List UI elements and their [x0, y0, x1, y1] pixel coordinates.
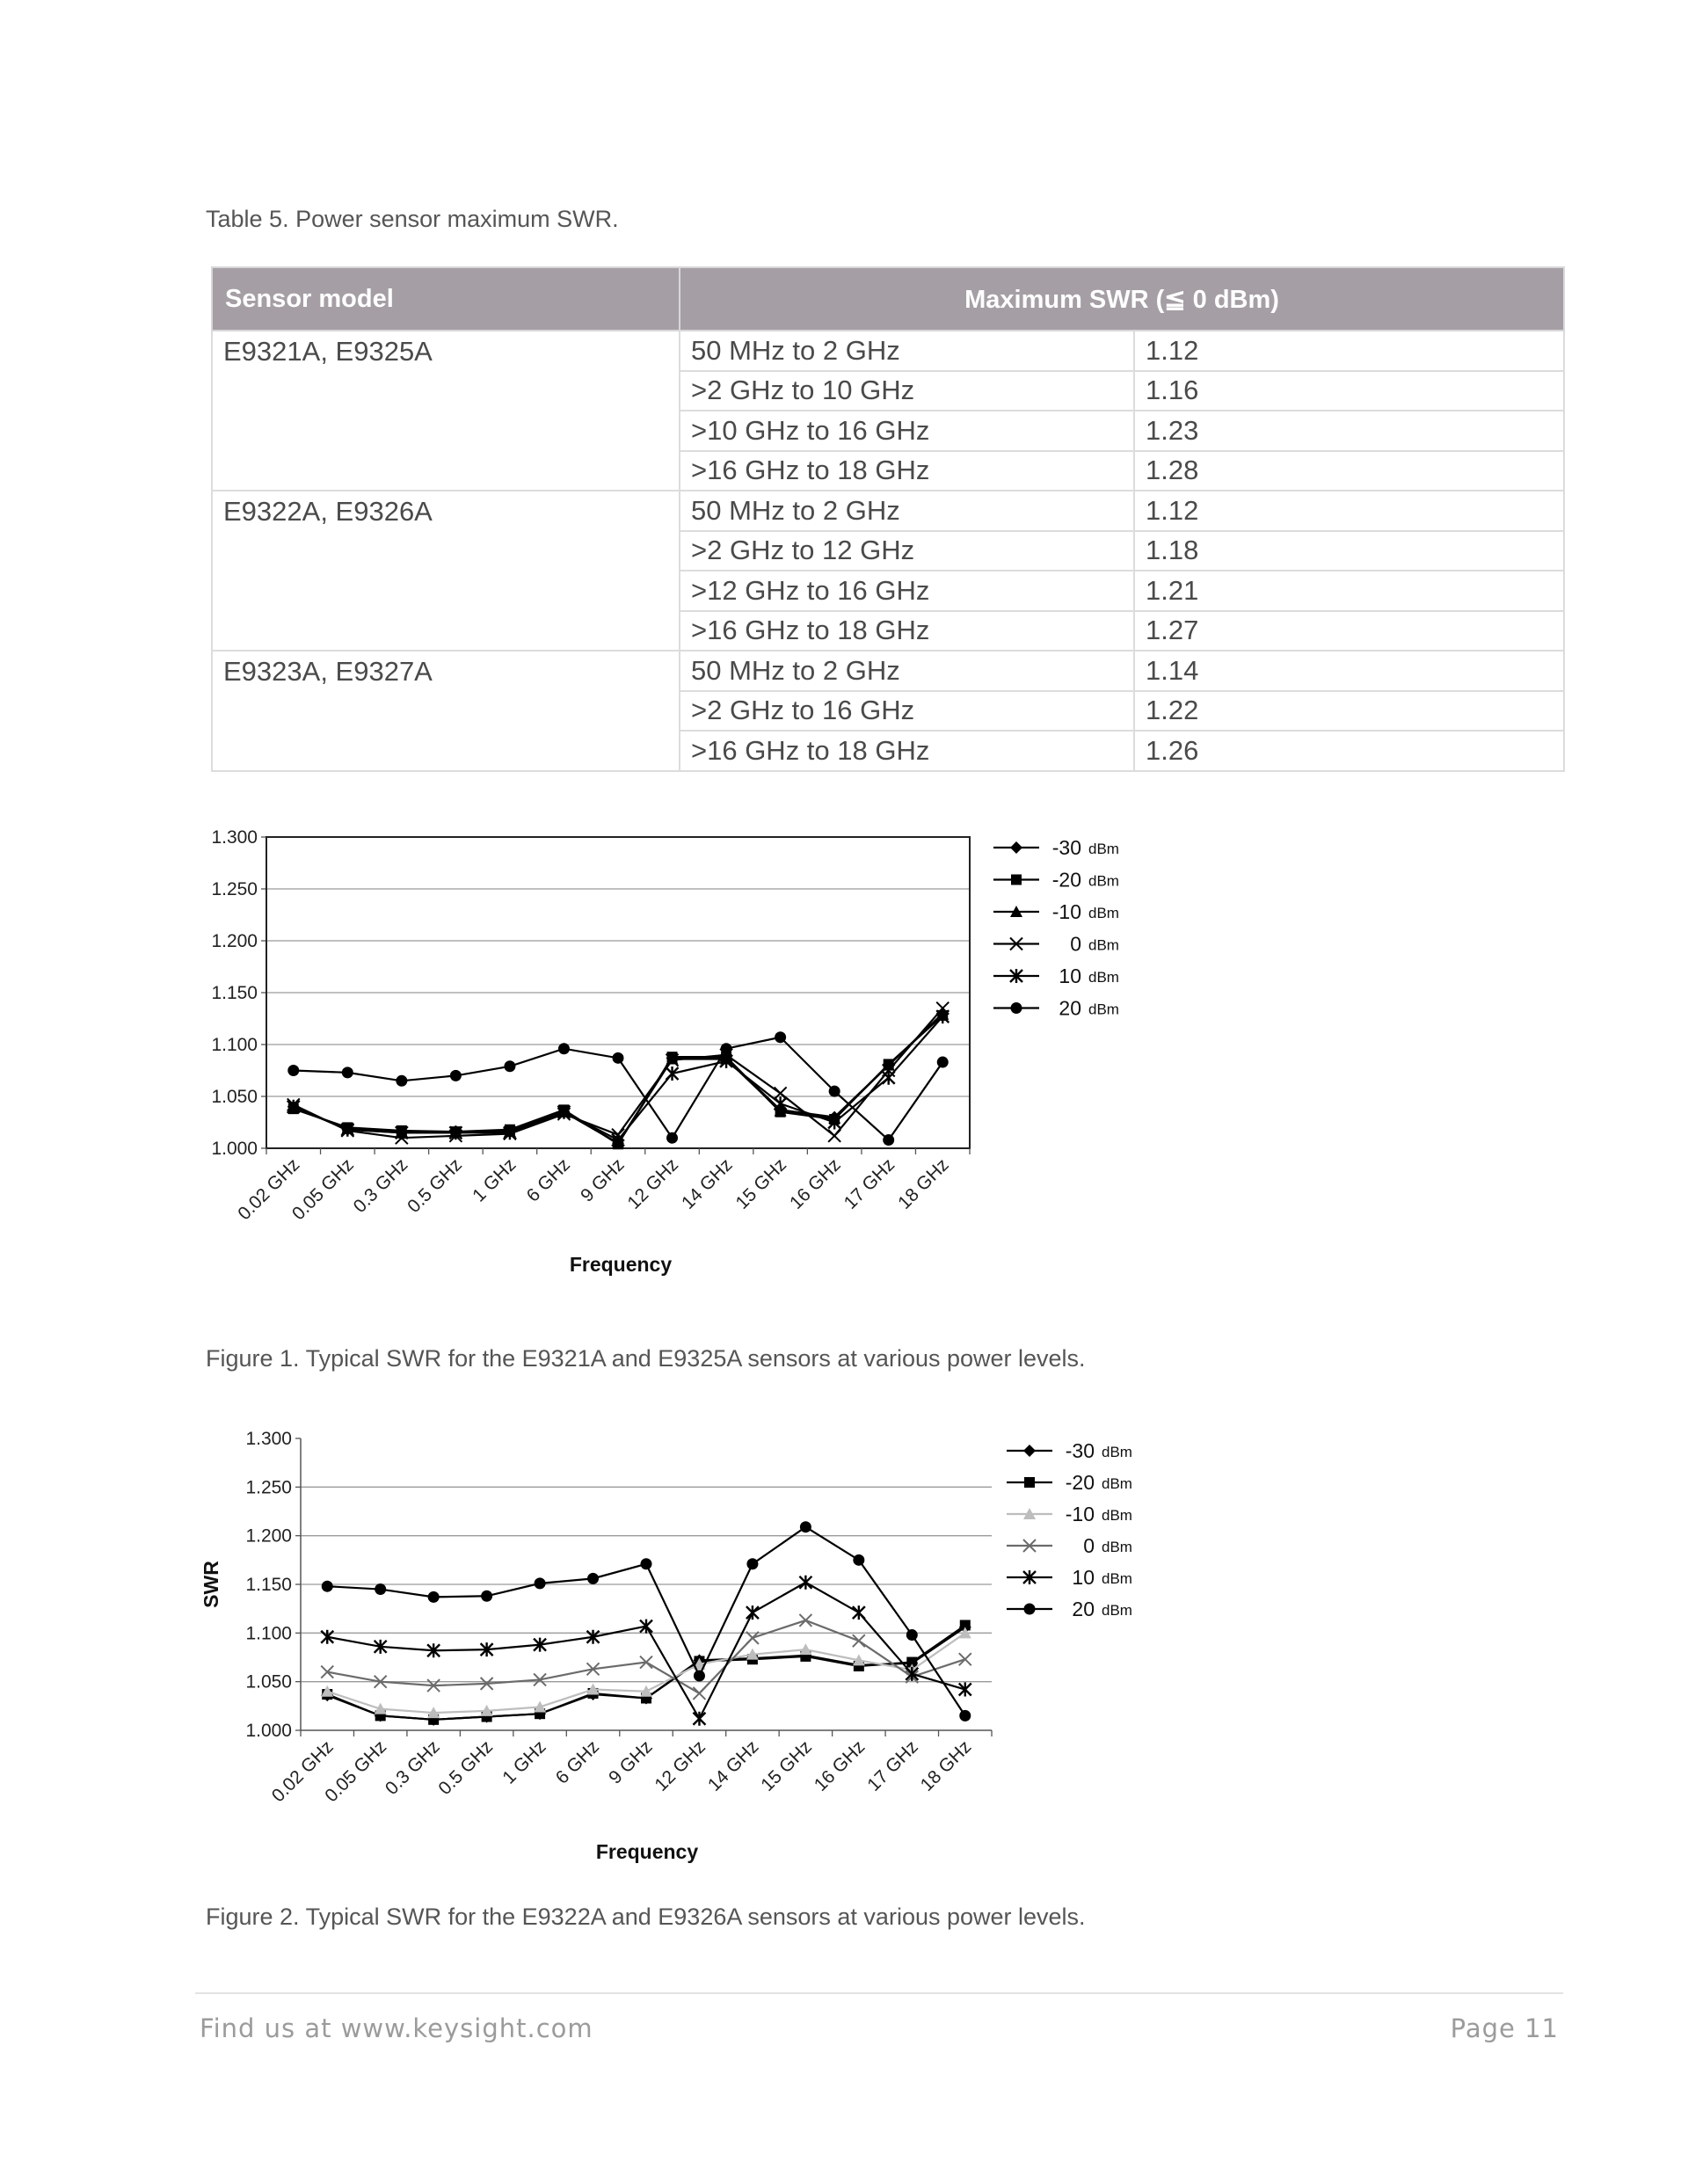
x-axis-title: Frequency	[569, 1253, 673, 1276]
legend-label: 20	[1059, 996, 1081, 1020]
x-tick-label: 0.05 GHz	[287, 1154, 358, 1225]
frequency-range-cell: >12 GHz to 16 GHz	[680, 571, 1134, 611]
y-tick-label: 1.200	[211, 931, 258, 951]
data-point	[959, 1710, 971, 1722]
legend-entry	[993, 965, 1119, 987]
y-tick-label: 1.050	[245, 1671, 292, 1693]
data-point	[450, 1070, 462, 1081]
figure2-chart	[0, 1426, 1688, 1883]
data-point	[535, 1577, 546, 1589]
y-tick-label: 1.300	[245, 1429, 292, 1449]
legend-unit: dBm	[1102, 1539, 1132, 1555]
legend-unit: dBm	[1088, 841, 1119, 857]
swr-value-cell: 1.28	[1134, 451, 1564, 491]
x-tick-label: 0.5 GHz	[404, 1154, 466, 1218]
legend-entry	[1007, 1503, 1132, 1525]
legend-label: 0	[1070, 932, 1081, 956]
data-point	[799, 1614, 811, 1627]
x-tick-label: 0.3 GHz	[381, 1736, 444, 1800]
y-tick-label: 1.250	[211, 879, 258, 899]
data-point	[558, 1043, 570, 1054]
x-tick-label: 6 GHz	[551, 1736, 604, 1788]
series-2	[321, 1627, 971, 1718]
x-tick-label: 18 GHz	[916, 1736, 976, 1795]
series-line	[294, 1008, 942, 1139]
x-tick-label: 17 GHz	[840, 1154, 899, 1213]
series-5	[287, 1031, 948, 1146]
legend-label: -10	[1065, 1503, 1095, 1525]
x-tick-label: 1 GHz	[498, 1736, 550, 1788]
y-tick-label: 1.200	[245, 1525, 292, 1547]
data-point	[883, 1134, 894, 1146]
data-point	[428, 1591, 440, 1603]
x-tick-label: 9 GHz	[577, 1154, 629, 1206]
swr-value-cell: 1.16	[1134, 371, 1564, 411]
y-tick-label: 1.250	[245, 1477, 292, 1498]
legend-entry	[993, 933, 1119, 956]
data-point	[721, 1043, 732, 1054]
x-tick-label: 12 GHz	[651, 1736, 709, 1795]
header-sensor-model: Sensor model	[212, 267, 680, 331]
swr-value-cell: 1.26	[1134, 731, 1564, 771]
series-1	[322, 1620, 971, 1724]
data-point	[693, 1712, 705, 1726]
swr-value-cell: 1.18	[1134, 531, 1564, 571]
series-3	[287, 1002, 949, 1145]
legend-unit: dBm	[1102, 1602, 1132, 1619]
footer-website[interactable]: Find us at www.keysight.com	[200, 2013, 593, 2043]
y-tick-label: 1.150	[211, 983, 258, 1003]
x-tick-label: 0.02 GHz	[234, 1154, 304, 1225]
legend-entry	[993, 869, 1119, 892]
data-point	[775, 1031, 786, 1043]
data-point	[396, 1075, 407, 1087]
y-tick-label: 1.150	[245, 1575, 292, 1595]
data-point	[666, 1132, 678, 1144]
x-tick-label: 18 GHz	[894, 1154, 953, 1213]
legend-entry	[1007, 1534, 1132, 1557]
legend-unit: dBm	[1102, 1507, 1132, 1524]
data-point	[693, 1687, 705, 1700]
data-point	[829, 1086, 840, 1097]
legend-label: -20	[1051, 868, 1081, 892]
legend-label: 10	[1072, 1566, 1095, 1589]
x-tick-label: 15 GHz	[731, 1154, 791, 1213]
frequency-range-cell: >2 GHz to 10 GHz	[680, 371, 1134, 411]
x-tick-label: 0.05 GHz	[321, 1736, 391, 1807]
sensor-model-cell: E9323A, E9327A	[212, 651, 680, 771]
footer-page-number: Page 11	[1450, 2013, 1559, 2043]
legend-marker	[1011, 1002, 1022, 1014]
x-tick-label: 12 GHz	[623, 1154, 683, 1213]
swr-value-cell: 1.12	[1134, 491, 1564, 531]
legend-label: -10	[1051, 900, 1081, 923]
legend-entry	[1007, 1439, 1132, 1462]
table-header-row	[212, 267, 1564, 331]
legend-marker	[1024, 1477, 1035, 1488]
x-axis-title: Frequency	[595, 1840, 699, 1863]
y-tick-label: 1.300	[211, 827, 258, 848]
data-point	[613, 1052, 624, 1064]
x-tick-label: 0.5 GHz	[434, 1736, 498, 1800]
data-point	[587, 1573, 599, 1584]
frequency-range-cell: >10 GHz to 16 GHz	[680, 411, 1134, 451]
legend-label: 0	[1083, 1534, 1095, 1557]
legend-entry	[993, 836, 1119, 859]
data-point	[746, 1605, 759, 1620]
figure1-chart	[0, 826, 1688, 1284]
data-point	[959, 1653, 971, 1665]
frequency-range-cell: >16 GHz to 18 GHz	[680, 451, 1134, 491]
x-tick-label: 14 GHz	[678, 1154, 737, 1213]
legend-label: -20	[1065, 1471, 1095, 1494]
x-tick-label: 16 GHz	[810, 1736, 869, 1795]
frequency-range-cell: 50 MHz to 2 GHz	[680, 651, 1134, 691]
page-footer	[195, 1992, 1563, 2043]
legend-unit: dBm	[1088, 1001, 1119, 1018]
legend-entry	[1007, 1598, 1132, 1620]
series-1	[288, 1010, 948, 1149]
table-row	[212, 491, 1564, 531]
legend-label: 10	[1059, 965, 1081, 987]
table-row	[212, 651, 1564, 691]
legend-unit: dBm	[1088, 872, 1119, 890]
legend-unit: dBm	[1088, 969, 1119, 986]
legend-unit: dBm	[1102, 1444, 1132, 1460]
data-point	[959, 1683, 971, 1697]
frequency-range-cell: >16 GHz to 18 GHz	[680, 611, 1134, 652]
y-axis-title: SWR	[200, 1561, 222, 1608]
figure1-caption: Figure 1. Typical SWR for the E9321A and E9325A sensors at various power levels.	[206, 1345, 1086, 1372]
swr-value-cell: 1.22	[1134, 691, 1564, 732]
x-tick-label: 15 GHz	[757, 1736, 816, 1795]
swr-value-cell: 1.12	[1134, 331, 1564, 371]
data-point	[481, 1591, 492, 1602]
y-tick-label: 1.000	[211, 1139, 258, 1159]
frequency-range-cell: 50 MHz to 2 GHz	[680, 331, 1134, 371]
data-point	[641, 1558, 652, 1569]
series-0	[321, 1621, 971, 1726]
data-point	[342, 1067, 353, 1078]
series-line	[327, 1627, 965, 1720]
figure2-caption: Figure 2. Typical SWR for the E9322A and E9326A sensors at various power levels.	[206, 1904, 1086, 1930]
swr-value-cell: 1.21	[1134, 571, 1564, 611]
x-tick-label: 9 GHz	[605, 1736, 657, 1788]
data-point	[800, 1521, 811, 1532]
legend-entry	[993, 997, 1119, 1020]
x-tick-label: 0.3 GHz	[349, 1154, 412, 1218]
data-point	[799, 1576, 811, 1590]
data-point	[694, 1671, 705, 1682]
data-point	[828, 1130, 840, 1142]
data-point	[853, 1605, 865, 1620]
legend-entry	[1007, 1566, 1132, 1589]
data-point	[853, 1554, 864, 1566]
legend-unit: dBm	[1102, 1475, 1132, 1492]
table-caption: Table 5. Power sensor maximum SWR.	[206, 206, 619, 232]
data-point	[504, 1060, 515, 1072]
y-tick-label: 1.000	[245, 1721, 292, 1741]
data-point	[906, 1629, 918, 1641]
legend-entry	[1007, 1471, 1132, 1494]
data-point	[746, 1558, 758, 1569]
legend-marker	[1024, 1604, 1036, 1615]
y-tick-label: 1.050	[211, 1087, 258, 1107]
data-point	[883, 1071, 895, 1085]
data-point	[775, 1096, 787, 1110]
data-point	[287, 1065, 299, 1076]
x-tick-label: 6 GHz	[522, 1154, 574, 1206]
table-row	[212, 331, 1564, 371]
swr-value-cell: 1.14	[1134, 651, 1564, 691]
legend-entry	[993, 900, 1119, 923]
frequency-range-cell: >16 GHz to 18 GHz	[680, 731, 1134, 771]
legend-marker	[1023, 1445, 1036, 1457]
x-tick-label: 1 GHz	[469, 1154, 520, 1206]
y-tick-label: 1.100	[211, 1035, 258, 1055]
legend-marker	[1011, 875, 1022, 885]
swr-table	[211, 266, 1565, 772]
frequency-range-cell: >2 GHz to 12 GHz	[680, 531, 1134, 571]
frequency-range-cell: >2 GHz to 16 GHz	[680, 691, 1134, 732]
legend-label: -30	[1051, 836, 1081, 859]
data-point	[937, 1057, 949, 1068]
legend-unit: dBm	[1088, 905, 1119, 921]
legend-label: 20	[1072, 1598, 1095, 1620]
x-tick-label: 17 GHz	[863, 1736, 922, 1795]
swr-value-cell: 1.27	[1134, 611, 1564, 652]
legend-unit: dBm	[1088, 936, 1119, 954]
x-tick-label: 0.02 GHz	[267, 1736, 338, 1807]
x-tick-label: 16 GHz	[786, 1154, 845, 1213]
swr-value-cell: 1.23	[1134, 411, 1564, 451]
header-max-swr: Maximum SWR (≦ 0 dBm)	[680, 267, 1564, 331]
data-point	[322, 1581, 333, 1592]
y-tick-label: 1.100	[245, 1623, 292, 1644]
sensor-model-cell: E9321A, E9325A	[212, 331, 680, 491]
data-point	[853, 1634, 865, 1647]
x-tick-label: 14 GHz	[703, 1736, 763, 1795]
data-point	[375, 1583, 386, 1595]
sensor-model-cell: E9322A, E9326A	[212, 491, 680, 651]
legend-marker	[1010, 841, 1022, 854]
series-line	[327, 1625, 965, 1719]
frequency-range-cell: 50 MHz to 2 GHz	[680, 491, 1134, 531]
legend-label: -30	[1065, 1439, 1095, 1462]
legend-unit: dBm	[1102, 1570, 1132, 1587]
